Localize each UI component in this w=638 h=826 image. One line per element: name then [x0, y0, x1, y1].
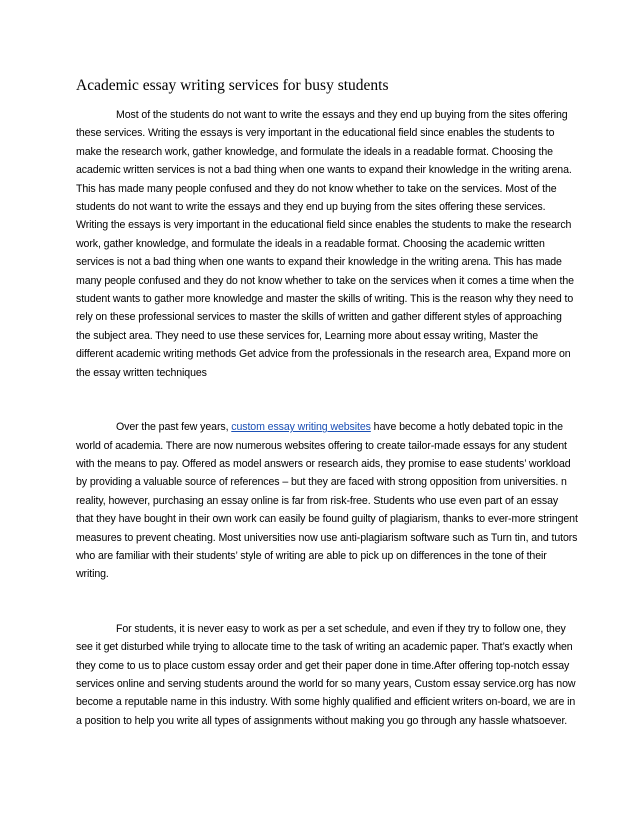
paragraph-2-before-link: Over the past few years, [116, 421, 232, 434]
paragraph-2 [76, 418, 578, 584]
custom-essay-writing-websites-link[interactable]: custom essay writing websites [231, 421, 371, 434]
document-title: Academic essay writing services for busy students [76, 77, 389, 94]
paragraph-1: Most of the students do not want to write the essays and they end up buying from the sites offering these services. Writing the essays is very important in the educational field since enables the students to make the research work, gather knowledge, and formulate the ideals in a readable format. Choosing the academic written services is not a bad thing when one wants to expand their knowledge in the writing arena. This has made many people confused and they do not know whether to take on the services. Most of the students do not want to write the essays and they end up buying from the sites offering these services. Writing the essays is very important in the educational field since enables the students to make the research work, gather knowledge, and formulate the ideals in a readable format. Choosing the academic written services is not a bad thing when one wants to expand their knowledge in the writing arena. This has made many people confused and they do not know whether to take on the services when it comes a time when the student wants to gather more knowledge and master the skills of writing. This is the reason why they need to rely on these professional services to master the skills of written and gather different styles of approaching the subject area. They need to use these services for, Learning more about essay writing, Master the different academic writing methods Get advice from the professionals in the research area, Expand more on the essay written techniques [76, 109, 574, 379]
paragraph-3: For students, it is never easy to work as per a set schedule, and even if they try to follow one, they see it get disturbed while trying to allocate time to the task of writing an academic paper. That’s exactly when they come to us to place custom essay order and get their paper done in time.After offering top-notch essay services online and serving students around the world for so many years, Custom essay service.org has now become a reputable name in this industry. With some highly qualified and efficient writers on-board, we are in a position to help you write all types of assignments without making you go through any hassle whatsoever. [76, 622, 576, 727]
paragraph-2-after-link: have become a hotly debated topic in the world of academia. There are now numerous websites offering to create tailor-made essays for any student with the means to pay. Offered as model answers or research aids, they promise to ease students’ workload by providing a valuable source of references – but they are faced with strong opposition from universities. n reality, however, purchasing an essay online is far from risk-free. Students who use even part of an essay that they have bought in their own work can easily be found guilty of plagiarism, thanks to ever-more stringent measures to prevent cheating. Most universities now use anti-plagiarism software such as Turn tin, and tutors who are familiar with their students’ style of writing are able to pick up on differences in the tone of their writing. [76, 421, 578, 581]
